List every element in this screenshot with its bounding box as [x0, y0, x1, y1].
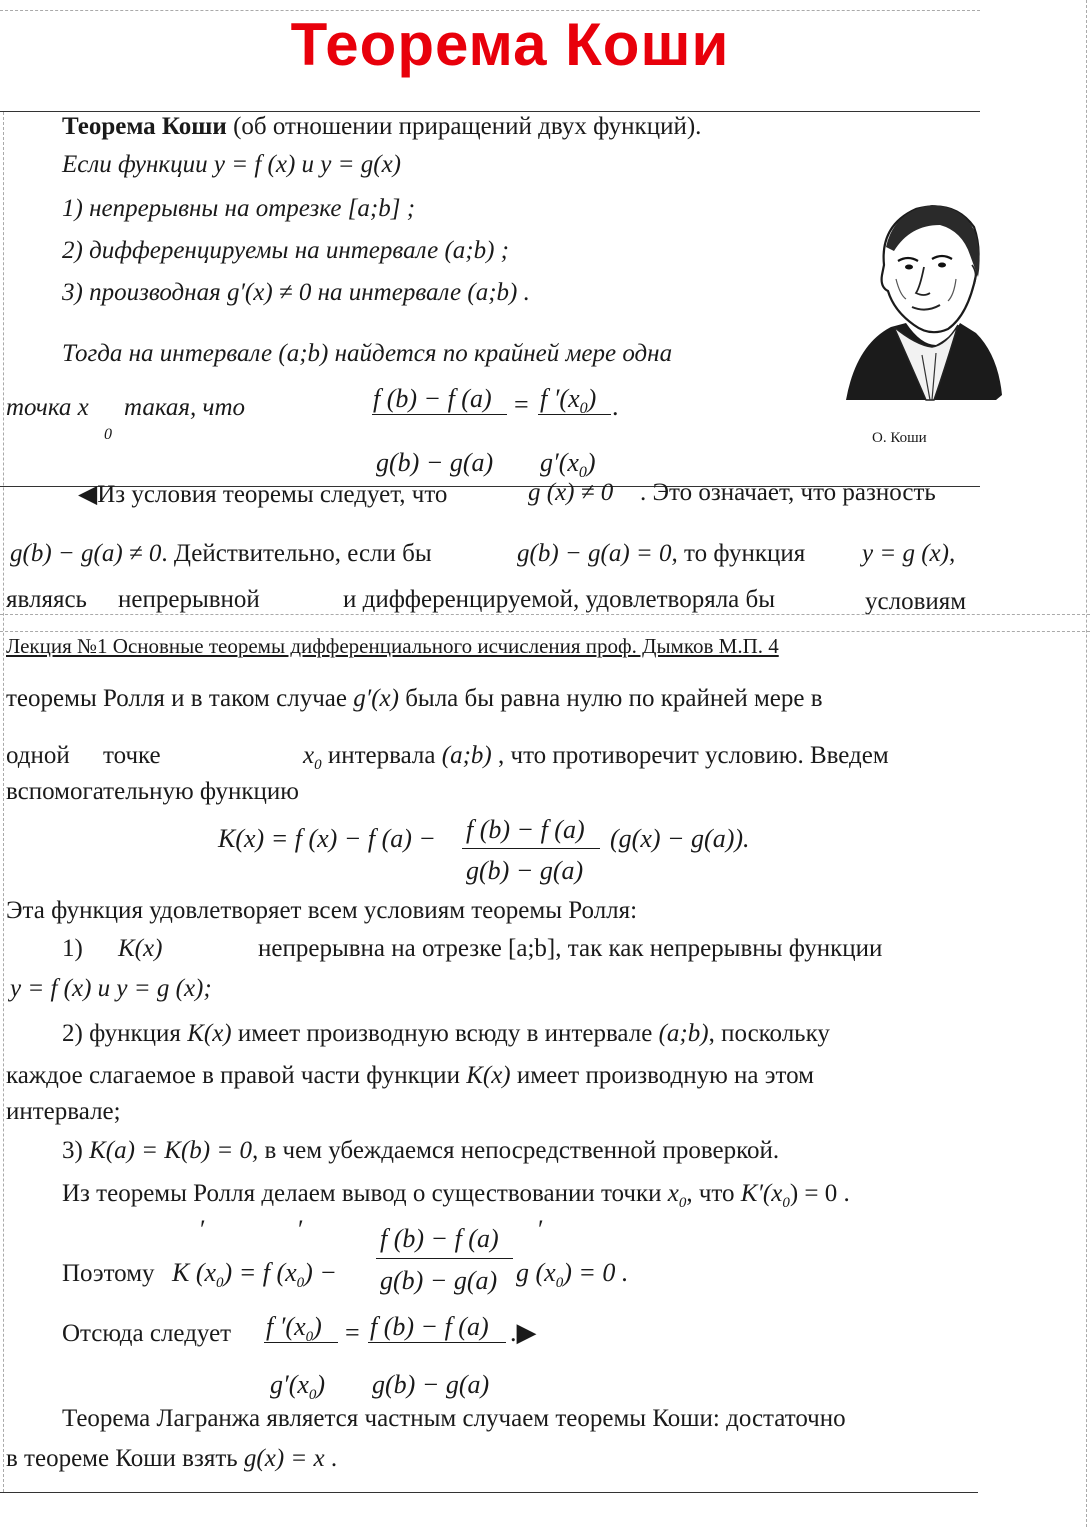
proof-line-3-b: непрерывной	[118, 586, 260, 613]
cond-2-c: (a;b)	[658, 1020, 709, 1047]
k-def-den: g(b) − g(a)	[466, 856, 584, 885]
cond-2-K: K(x)	[187, 1020, 232, 1047]
hence-num-left-close: )	[313, 1312, 322, 1341]
portrait-caption: О. Коши	[872, 430, 927, 446]
p2-line-1-b: g′(x)	[353, 685, 399, 712]
p2-line-2-e: (a;b)	[441, 742, 492, 769]
page-break-top	[0, 614, 1090, 615]
p2-line-1-a: теоремы Ролля и в таком случае	[6, 685, 347, 712]
cauchy-formula-den-right	[540, 448, 596, 482]
rolle-x-sub: 0	[678, 1195, 687, 1211]
lagrange-line-2-b: g(x) = x	[243, 1445, 325, 1472]
cond-2-a: 2) функция	[62, 1020, 181, 1047]
bottom-rule	[0, 1492, 978, 1493]
hence-num-right: f (b) − f (a)	[370, 1312, 489, 1341]
cond-1-funcs: y = f (x) и y = g (x);	[10, 975, 212, 1002]
rolle-line	[62, 1180, 850, 1212]
cond-3-c: в чем убеждаемся непосредственной проверкой.	[264, 1137, 780, 1164]
cauchy-num-right-close: )	[587, 384, 597, 413]
cond-2-line-2-a: каждое слагаемое в правой части функции	[6, 1062, 460, 1089]
cauchy-formula-eq: =	[514, 390, 529, 419]
hence-bar-left	[264, 1342, 338, 1343]
hence-den-left	[270, 1370, 325, 1404]
so-bar	[376, 1258, 513, 1259]
hence-num-left-sub: 0	[305, 1329, 314, 1346]
left-page-border	[3, 112, 4, 1492]
hence-den-left-text: g′(x	[270, 1370, 309, 1399]
p2-line-2-b: точке	[103, 742, 161, 769]
proof-line-2	[10, 540, 432, 568]
page-title: Теорема Коши	[290, 11, 730, 78]
proof-line-2-d: то функция	[684, 540, 806, 567]
hence-bar-right	[368, 1342, 506, 1343]
theorem-if-line: Если функции y = f (x) и y = g(x)	[62, 151, 402, 178]
point-label	[6, 394, 89, 422]
cond-2-d: , поскольку	[708, 1020, 830, 1047]
cauchy-portrait	[836, 195, 1004, 415]
hence-word: Отсюда следует	[62, 1320, 232, 1347]
theorem-heading	[62, 113, 701, 141]
cond-2-b: имеет производную всюду в интервале	[237, 1020, 653, 1047]
cond-2-line-2-K: K(x)	[466, 1062, 511, 1089]
cauchy-formula-num-left: f (b) − f (a)	[373, 384, 492, 413]
cauchy-formula-bar-left	[372, 414, 507, 415]
page-break-bottom	[0, 631, 1090, 632]
k-def-right: (g(x) − g(a)).	[610, 824, 750, 853]
cond-2-line-3: интервале;	[6, 1098, 121, 1125]
lagrange-line-1: Теорема Лагранжа является частным случаем теоремы Коши: достаточно	[62, 1405, 846, 1432]
p2-line-2-x: x	[303, 742, 315, 769]
cond-3-line	[62, 1137, 779, 1165]
cond-1-text: непрерывна на отрезке [a;b], так как непрерывны функции	[258, 935, 883, 962]
top-rule	[0, 10, 980, 11]
proof-line-3-c: и дифференцируемой, удовлетворяла бы	[343, 586, 776, 613]
so-mid2-text: ) −	[304, 1258, 337, 1287]
condition-3: 3) производная g′(x) ≠ 0 на интервале (a;b) .	[62, 279, 530, 306]
proof-line-3-d: условиям	[865, 588, 967, 615]
condition-2: 2) дифференцируемы на интервале (a;b) ;	[62, 237, 509, 264]
theorem-name-tail: (об отношении приращений двух функций).	[226, 113, 702, 140]
k-def-bar	[462, 848, 600, 849]
so-mid-sub: 0	[296, 1275, 305, 1292]
hence-den-left-close: )	[316, 1370, 326, 1399]
cauchy-den-right-close: )	[586, 448, 596, 477]
proof-line-2-mid	[517, 540, 805, 568]
p2-line-2-a: одной	[6, 742, 70, 769]
proof-line-2-e: y = g (x),	[862, 540, 956, 567]
p2-line-2-d: интервала	[327, 742, 436, 769]
proof-line-2-c: g(b) − g(a) = 0,	[517, 540, 678, 567]
p2-line-3: вспомогательную функцию	[6, 778, 299, 805]
p2-line-4: Эта функция удовлетворяет всем условиям теоремы Ролля:	[6, 897, 638, 924]
p2-line-2-rest	[303, 742, 889, 774]
so-den: g(b) − g(a)	[380, 1266, 498, 1295]
rolle-K: K′(x	[740, 1180, 783, 1207]
so-left-text: K (x	[172, 1258, 217, 1287]
proof-line-2-a: g(b) − g(a) ≠ 0	[10, 540, 162, 567]
so-mid-text: ) = f (x	[223, 1258, 297, 1287]
lagrange-line-2	[6, 1445, 337, 1473]
cond-2-line-2	[6, 1062, 814, 1090]
cond-2-line-1	[62, 1020, 830, 1048]
point-label-text: точка x	[6, 394, 89, 421]
p2-line-1	[6, 685, 823, 713]
theorem-name: Теорема Коши	[62, 113, 227, 140]
cauchy-formula-dot: .	[612, 392, 619, 421]
theorem-then-line: Тогда на интервале (a;b) найдется по крайней мере одна	[62, 340, 673, 367]
cond-3-b: K(a) = K(b) = 0,	[89, 1137, 259, 1164]
such-that-text: такая, что	[124, 394, 246, 421]
rolle-x: x	[667, 1180, 679, 1207]
so-left	[172, 1258, 337, 1292]
rolle-a: Из теоремы Ролля делаем вывод о существовании точки	[62, 1180, 662, 1207]
so-right	[516, 1258, 628, 1292]
hence-end: .▶	[510, 1318, 537, 1347]
cauchy-den-right-sub: 0	[578, 464, 587, 482]
title-divider	[0, 111, 980, 112]
so-prime-1: ′	[200, 1215, 206, 1244]
condition-1: 1) непрерывны на отрезке [a;b] ;	[62, 195, 416, 222]
proof-line-1-start: ◀Из условия теоремы следует, что	[78, 481, 448, 508]
so-word: Поэтому	[62, 1260, 155, 1287]
so-num: f (b) − f (a)	[380, 1224, 499, 1253]
point-subscript: 0	[104, 426, 112, 443]
so-right-sub: 0	[555, 1275, 564, 1292]
p2-line-1-c: была бы равна нулю по крайней мере в	[405, 685, 823, 712]
so-prime-2: ′	[298, 1215, 304, 1244]
cond-3-a: 3)	[62, 1137, 83, 1164]
so-right-text: g (x	[516, 1258, 556, 1287]
rolle-b: , что	[686, 1180, 735, 1207]
right-page-border	[1086, 0, 1087, 1527]
cauchy-formula-bar-right	[538, 414, 611, 415]
proof-line-1-formula: g (x) ≠ 0	[528, 479, 614, 506]
k-def-num: f (b) − f (a)	[466, 815, 585, 844]
lagrange-line-2-a: в теореме Коши взять	[6, 1445, 238, 1472]
so-left-sub: 0	[216, 1275, 224, 1292]
cauchy-formula-den-left: g(b) − g(a)	[376, 448, 494, 477]
so-prime-3: ′	[538, 1215, 544, 1244]
proof-line-2-b: . Действительно, если бы	[161, 540, 432, 567]
cauchy-num-right-text: f ′(x	[540, 384, 580, 413]
lagrange-line-2-c: .	[330, 1445, 338, 1472]
rolle-c: ) = 0 .	[789, 1180, 850, 1207]
p2-line-2-x-sub: 0	[314, 757, 322, 773]
proof-line-1-end: . Это означает, что разность	[640, 479, 936, 506]
proof-line-3-a: являясь	[6, 586, 87, 613]
cauchy-num-right-sub: 0	[579, 400, 588, 418]
hence-num-left-text: f ′(x	[266, 1312, 306, 1341]
k-def-left: K(x) = f (x) − f (a) −	[218, 824, 436, 853]
page-footer: Лекция №1 Основные теоремы дифференциального исчисления проф. Дымков М.П. 4	[6, 634, 779, 658]
cond-2-line-2-b: имеет производную на этом	[516, 1062, 814, 1089]
hence-den-right: g(b) − g(a)	[372, 1370, 490, 1399]
so-right2-text: ) = 0 .	[563, 1258, 629, 1287]
cond-1-num: 1)	[62, 935, 83, 962]
cond-1-K: K(x)	[118, 935, 163, 962]
hence-eq: =	[345, 1318, 360, 1347]
rolle-K-sub: 0	[782, 1195, 790, 1211]
hence-den-left-sub: 0	[308, 1387, 317, 1404]
cauchy-den-right-text: g′(x	[540, 448, 579, 477]
p2-line-2-f: , что противоречит условию. Введем	[498, 742, 889, 769]
